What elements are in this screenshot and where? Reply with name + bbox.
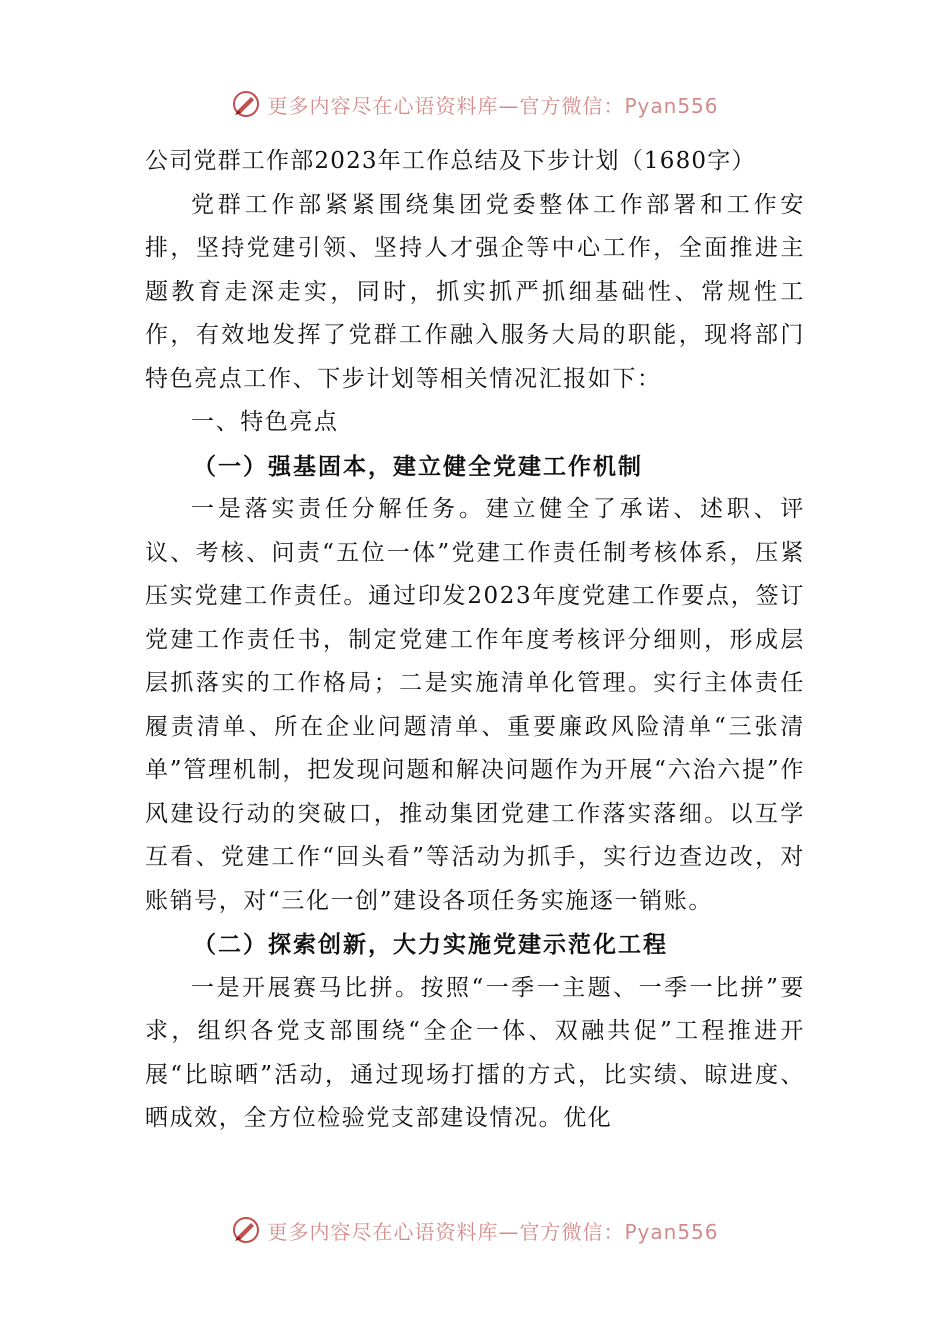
pen-circle-icon [231, 89, 261, 119]
watermark-handle: Pyan556 [624, 1219, 719, 1244]
section-heading-highlights: 一、特色亮点 [191, 409, 339, 435]
intro-paragraph: 党群工作部紧紧围绕集团党委整体工作部署和工作安排，坚持党建引领、坚持人才强企等中心工作，全面推进主题教育走深走实，同时，抓实抓严抓细基础性、常规性工作，有效地发挥了党群工作融入服务大局的职能，现将部门特色亮点工作、下步计划等相关情况汇报如下： [145, 191, 805, 392]
subsection-1-body: 一是落实责任分解任务。建立健全了承诺、述职、评议、考核、问责“五位一体”党建工作责任制考核体系，压紧压实党建工作责任。通过印发2023年度党建工作要点，签订党建工作责任书，制定党建工作年度考核评分细则，形成层层抓落实的工作格局；二是实施清单化管理。实行主体责任履责清单、所在企业问题清单、重要廉政风险清单“三张清单”管理机制，把发现问题和解决问题作为开展“六治六提”作风建设行动的突破口，推动集团党建工作落实落细。以互学互看、党建工作“回头看”等活动为抓手，实行边查边改，对账销号，对“三化一创”建设各项任务实施逐一销账。 [145, 496, 805, 914]
watermark-text: 更多内容尽在心语资料库—官方微信：Pyan556 [267, 93, 719, 118]
subsection-heading-2: （二）探索创新，大力实施党建示范化工程 [193, 931, 668, 958]
subsection-heading-1: （一）强基固本，建立健全党建工作机制 [193, 452, 643, 480]
watermark-banner-bottom [0, 1210, 950, 1250]
subsection-2-body: 一是开展赛马比拼。按照“一季一主题、一季一比拼”要求，组织各党支部围绕“全企一体、双融共促”工程推进开展“比晾晒”活动，通过现场打擂的方式，比实绩、晾进度、晒成效，全方位检验党支部建设情况。优化 [145, 974, 805, 1131]
document-body [145, 140, 805, 1141]
watermark-text: 更多内容尽在心语资料库—官方微信：Pyan556 [267, 1219, 719, 1244]
pen-circle-icon [231, 1215, 261, 1245]
watermark-handle: Pyan556 [624, 93, 719, 118]
document-title: 公司党群工作部2023年工作总结及下步计划（1680字） [145, 148, 756, 174]
watermark-banner-top [0, 84, 950, 124]
